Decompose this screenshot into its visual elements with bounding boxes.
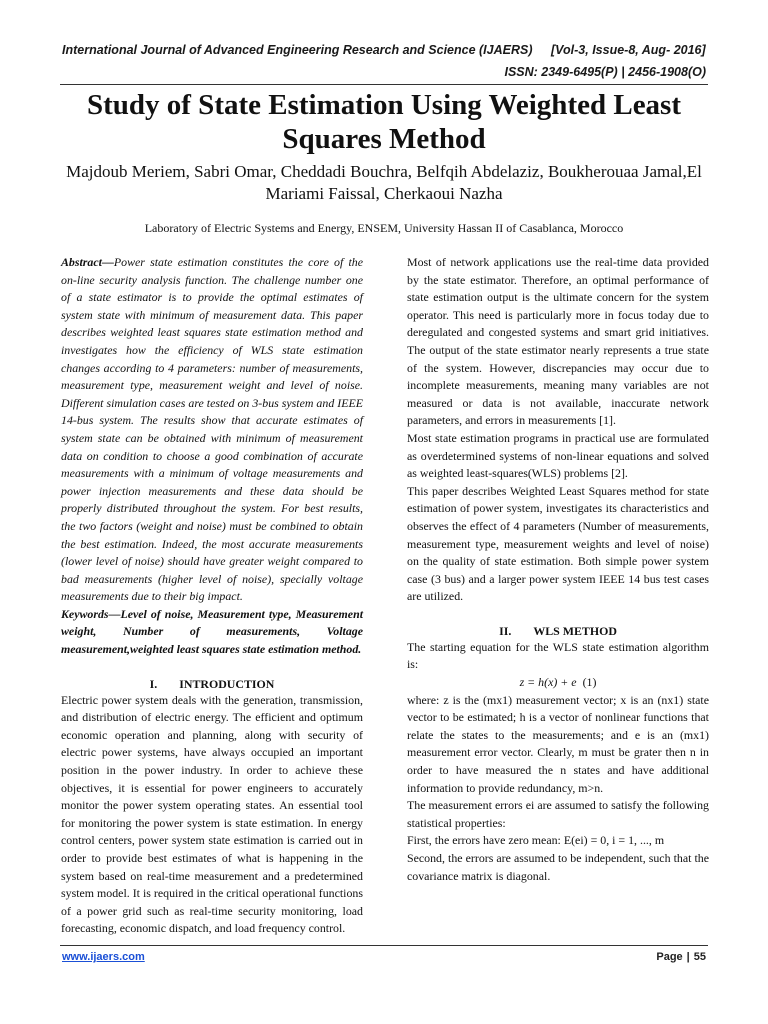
intro-paragraph-3: Most state estimation programs in practical use are formulated as overdetermined systems of non-linear equations and solved as weighted least-squares(WLS) problems [2]. — [407, 430, 709, 481]
wls-paragraph-3: The measurement errors ei are assumed to satisfy the following statistical properties: — [407, 798, 709, 830]
section-title: INTRODUCTION — [179, 676, 275, 691]
equation-number: (1) — [582, 675, 597, 690]
right-column — [407, 254, 709, 885]
page-label: Page — [656, 951, 683, 963]
intro-paragraph-4: This paper describes Weighted Least Squares method for state estimation of power system, investigates its characteristics and observes the effect of 4 parameters (Number of measurements, measurement type, measurement weights and level of noise) on the quality of state estimation. Both simple power system case (3 bus) and a larger power system IEEE 14 bus test cases are utilized. — [407, 483, 709, 604]
abstract-text: Power state estimation constitutes the core of the on-line security analysis function. The challenge number one of a state estimator is to provide the optimal estimates of system state with minimum of measurement data. This paper describes weighted least squares state estimation method and investigates how the efficiency of WLS state estimation changes according to 4 parameters: number of measurements, measurement type, measurement weight and level of noise. Different simulation cases are tested on 3-bus system and IEEE 14-bus system. The results show that accurate estimates of system state can be obtained with minimum of measurement data on condition to choose a good combination of accurate measurements with a minimum of voltage measurements and power injection measurements and these data should be properly distributed throughout the system. For best results, the two factors (weight and noise) must be combined to obtain the best estimation. Indeed, the most accurate measurements (lower level of noise) should have greater weight compared to bad measurements (higher level of noise), specially voltage measurements due to their big impact. — [61, 255, 363, 604]
journal-website-link[interactable]: www.ijaers.com — [62, 951, 145, 963]
wls-paragraph-2: where: z is the (mx1) measurement vector; x is an (nx1) state vector to be estimated; h is a vector of nonlinear functions that relate the states to the measurements; and e is an (mx1) measurement error vector. Clearly, m must be grater then n in order to have measured the n states and have additional information to provide redundancy, m>n. — [407, 692, 709, 795]
page-number-value: 55 — [693, 951, 706, 963]
intro-paragraph-1: Electric power system deals with the generation, transmission, and distribution of electric energy. The efficient and optimum economic operation and planning, along with security of electric power systems, have always occupied an important position in the power industry. In order to achieve these objectives, it is essential for power engineers to accurately monitor the power system operating states. An essential tool for monitoring the power system is state estimation. In energy control centers, power system state estimation is carried out in order to provide best estimates of what is happening in the system based on real-time measurement and a predetermined system model. It is required in the critical operational functions of a power grid such as real-time security monitoring, load forecasting, economic dispatch, and load frequency control. — [61, 692, 363, 936]
header-rule — [60, 84, 708, 85]
section-title: WLS METHOD — [533, 623, 617, 638]
wls-paragraph-5: Second, the errors are assumed to be independent, such that the covariance matrix is diagonal. — [407, 851, 709, 883]
intro-paragraph-2: Most of network applications use the real-time data provided by the state estimator. Therefore, an optimal performance of state estimation output is the ultimate concern for the system operator. This need is particularly more in focus today due to deregulated and congested systems and smart grid initiatives. The output of the state estimator nearly represents a true state of the system. However, discrepancies may occur due to incomplete measurements, meaning many variables are not measured or data is not available, inaccurate network parameters, and errors in measurements [1]. — [407, 255, 709, 428]
keywords: Keywords—Level of noise, Measurement type, Measurement weight, Number of measurements, Voltage measurement,weighted least squares state estimation method. — [61, 606, 363, 657]
footer-rule — [60, 945, 708, 946]
page-number: Page | 55 — [656, 951, 706, 963]
wls-paragraph-1: The starting equation for the WLS state estimation algorithm is: — [407, 639, 709, 672]
equation-1 — [407, 674, 709, 692]
volume-issue: [Vol-3, Issue-8, Aug- 2016] — [551, 43, 706, 57]
section-number: I. — [149, 676, 158, 691]
abstract-label: Abstract— — [61, 255, 114, 269]
author-list: Majdoub Meriem, Sabri Omar, Cheddadi Bouchra, Belfqih Abdelaziz, Boukherouaa Jamal,El Mariami Faissal, Cherkaoui Nazha — [66, 162, 702, 203]
affiliation: Laboratory of Electric Systems and Energy, ENSEM, University Hassan II of Casablanca, Morocco — [144, 221, 624, 235]
journal-name: International Journal of Advanced Engineering Research and Science (IJAERS) — [62, 43, 533, 57]
paper-title: Study of State Estimation Using Weighted Least Squares Method — [86, 89, 682, 155]
section-heading-wls — [407, 606, 709, 639]
section-number: II. — [499, 623, 512, 638]
issn: ISSN: 2349-6495(P) | 2456-1908(O) — [504, 65, 706, 79]
equation-text: z = h(x) + e — [519, 675, 577, 690]
section-heading-introduction — [61, 659, 363, 692]
left-column — [61, 254, 363, 938]
abstract — [61, 254, 363, 606]
wls-paragraph-4: First, the errors have zero mean: E(ei) = 0, i = 1, ..., m — [407, 833, 665, 848]
